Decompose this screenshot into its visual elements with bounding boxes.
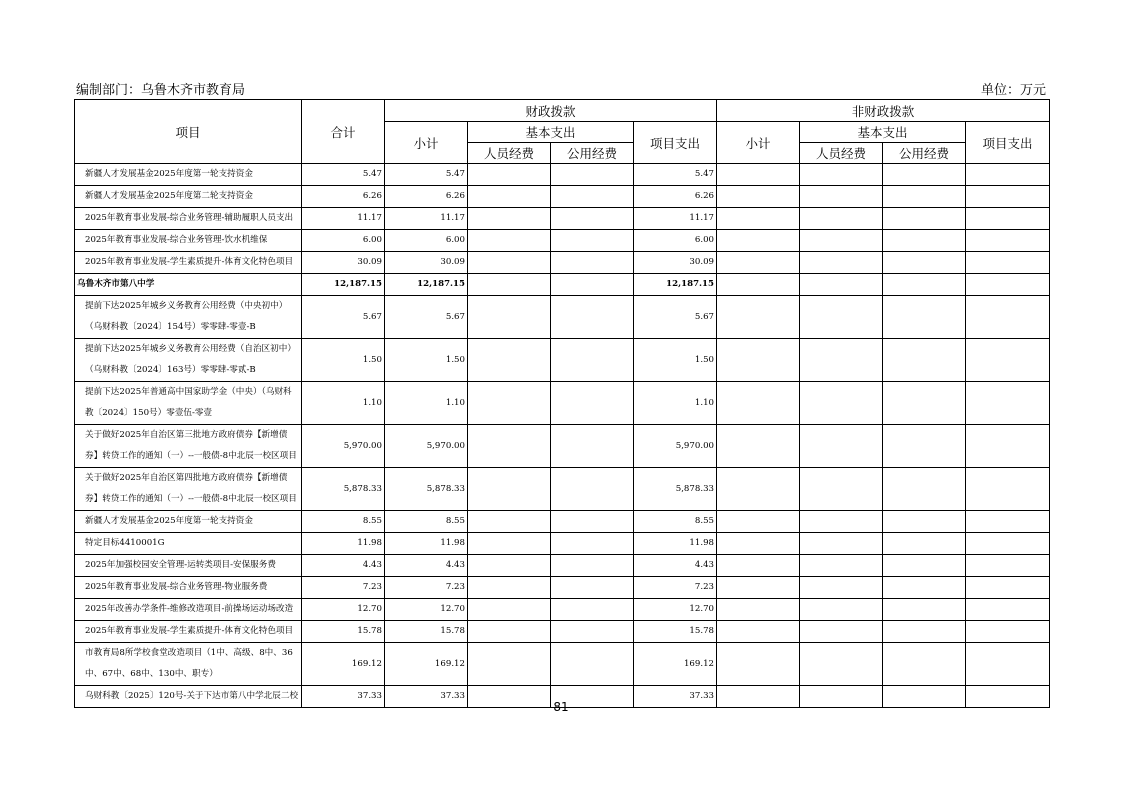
nonfiscal-subtotal-cell: [717, 296, 800, 339]
total-cell: 12,187.15: [302, 274, 385, 296]
nonfiscal-personnel-cell: [800, 230, 883, 252]
project-name-cell: 市教育局8所学校食堂改造项目（1中、高级、8中、36中、67中、68中、130中、职专）: [75, 643, 302, 686]
fiscal-personnel-cell: [468, 208, 551, 230]
header-nonfiscal-public: 公用经费: [883, 143, 966, 164]
header-project: 项目: [75, 100, 302, 164]
nonfiscal-subtotal-cell: [717, 252, 800, 274]
fiscal-public-cell: [551, 186, 634, 208]
fiscal-personnel-cell: [468, 643, 551, 686]
fiscal-public-cell: [551, 468, 634, 511]
header-nonfiscal-personnel: 人员经费: [800, 143, 883, 164]
nonfiscal-project-cell: [966, 339, 1050, 382]
project-name-cell: 2025年教育事业发展-综合业务管理-辅助履职人员支出: [75, 208, 302, 230]
nonfiscal-subtotal-cell: [717, 577, 800, 599]
unit-label: 单位：万元: [980, 83, 1046, 98]
table-row: [75, 555, 1050, 577]
project-name-cell: 乌鲁木齐市第八中学: [75, 274, 302, 296]
nonfiscal-personnel-cell: [800, 577, 883, 599]
fiscal-personnel-cell: [468, 468, 551, 511]
header-fiscal-public: 公用经费: [551, 143, 634, 164]
nonfiscal-public-cell: [883, 382, 966, 425]
fiscal-public-cell: [551, 425, 634, 468]
nonfiscal-personnel-cell: [800, 208, 883, 230]
nonfiscal-project-cell: [966, 274, 1050, 296]
project-name-cell: 2025年加强校园安全管理-运转类项目-安保服务费: [75, 555, 302, 577]
nonfiscal-project-cell: [966, 186, 1050, 208]
nonfiscal-project-cell: [966, 533, 1050, 555]
table-row: [75, 511, 1050, 533]
nonfiscal-project-cell: [966, 425, 1050, 468]
fiscal-project-cell: 11.17: [634, 208, 717, 230]
nonfiscal-project-cell: [966, 208, 1050, 230]
fiscal-public-cell: [551, 252, 634, 274]
nonfiscal-subtotal-cell: [717, 555, 800, 577]
fiscal-personnel-cell: [468, 164, 551, 186]
fiscal-subtotal-cell: 1.10: [385, 382, 468, 425]
fiscal-public-cell: [551, 382, 634, 425]
total-cell: 30.09: [302, 252, 385, 274]
project-name-cell: 提前下达2025年城乡义务教育公用经费（中央初中）（乌财科教〔2024〕154号）零零肆-零壹-B: [75, 296, 302, 339]
fiscal-subtotal-cell: 169.12: [385, 643, 468, 686]
total-cell: 4.43: [302, 555, 385, 577]
fiscal-personnel-cell: [468, 425, 551, 468]
nonfiscal-personnel-cell: [800, 274, 883, 296]
nonfiscal-subtotal-cell: [717, 230, 800, 252]
fiscal-personnel-cell: [468, 621, 551, 643]
nonfiscal-subtotal-cell: [717, 186, 800, 208]
table-row: [75, 208, 1050, 230]
nonfiscal-subtotal-cell: [717, 599, 800, 621]
nonfiscal-public-cell: [883, 230, 966, 252]
fiscal-personnel-cell: [468, 599, 551, 621]
fiscal-subtotal-cell: 12.70: [385, 599, 468, 621]
fiscal-subtotal-cell: 12,187.15: [385, 274, 468, 296]
table-row: [75, 339, 1050, 382]
fiscal-public-cell: [551, 577, 634, 599]
total-cell: 1.10: [302, 382, 385, 425]
table-row: [75, 164, 1050, 186]
nonfiscal-project-cell: [966, 296, 1050, 339]
header-fiscal-personnel: 人员经费: [468, 143, 551, 164]
nonfiscal-subtotal-cell: [717, 208, 800, 230]
fiscal-project-cell: 5.67: [634, 296, 717, 339]
fiscal-public-cell: [551, 296, 634, 339]
nonfiscal-personnel-cell: [800, 252, 883, 274]
nonfiscal-personnel-cell: [800, 621, 883, 643]
fiscal-project-cell: 5,878.33: [634, 468, 717, 511]
fiscal-project-cell: 1.50: [634, 339, 717, 382]
table-row: [75, 425, 1050, 468]
nonfiscal-personnel-cell: [800, 382, 883, 425]
nonfiscal-subtotal-cell: [717, 164, 800, 186]
table-row: [75, 599, 1050, 621]
nonfiscal-project-cell: [966, 230, 1050, 252]
nonfiscal-public-cell: [883, 208, 966, 230]
total-cell: 11.17: [302, 208, 385, 230]
total-cell: 1.50: [302, 339, 385, 382]
fiscal-public-cell: [551, 164, 634, 186]
total-cell: 5,970.00: [302, 425, 385, 468]
budget-table: [74, 99, 1050, 708]
table-row: [75, 643, 1050, 686]
fiscal-public-cell: [551, 208, 634, 230]
nonfiscal-subtotal-cell: [717, 511, 800, 533]
project-name-cell: 2025年改善办学条件-维修改造项目-前操场运动场改造: [75, 599, 302, 621]
table-row: [75, 621, 1050, 643]
nonfiscal-personnel-cell: [800, 186, 883, 208]
nonfiscal-project-cell: [966, 252, 1050, 274]
fiscal-subtotal-cell: 7.23: [385, 577, 468, 599]
nonfiscal-project-cell: [966, 621, 1050, 643]
fiscal-public-cell: [551, 533, 634, 555]
fiscal-subtotal-cell: 5,878.33: [385, 468, 468, 511]
project-name-cell: 提前下达2025年城乡义务教育公用经费（自治区初中）（乌财科教〔2024〕163号）零零肆-零贰-B: [75, 339, 302, 382]
project-name-cell: 2025年教育事业发展-学生素质提升-体育文化特色项目: [75, 252, 302, 274]
table-row: [75, 468, 1050, 511]
table-row: [75, 274, 1050, 296]
nonfiscal-subtotal-cell: [717, 533, 800, 555]
total-cell: 6.26: [302, 186, 385, 208]
total-cell: 5,878.33: [302, 468, 385, 511]
fiscal-personnel-cell: [468, 511, 551, 533]
nonfiscal-public-cell: [883, 555, 966, 577]
fiscal-personnel-cell: [468, 533, 551, 555]
fiscal-subtotal-cell: 1.50: [385, 339, 468, 382]
fiscal-personnel-cell: [468, 274, 551, 296]
nonfiscal-public-cell: [883, 274, 966, 296]
fiscal-project-cell: 15.78: [634, 621, 717, 643]
fiscal-public-cell: [551, 555, 634, 577]
nonfiscal-personnel-cell: [800, 164, 883, 186]
nonfiscal-project-cell: [966, 577, 1050, 599]
table-row: [75, 382, 1050, 425]
project-name-cell: 新疆人才发展基金2025年度第一轮支持资金: [75, 511, 302, 533]
nonfiscal-public-cell: [883, 425, 966, 468]
fiscal-project-cell: 12.70: [634, 599, 717, 621]
fiscal-personnel-cell: [468, 577, 551, 599]
nonfiscal-subtotal-cell: [717, 339, 800, 382]
total-cell: 37.33: [302, 686, 385, 708]
nonfiscal-personnel-cell: [800, 425, 883, 468]
nonfiscal-public-cell: [883, 621, 966, 643]
fiscal-subtotal-cell: 11.98: [385, 533, 468, 555]
total-cell: 6.00: [302, 230, 385, 252]
fiscal-project-cell: 8.55: [634, 511, 717, 533]
fiscal-public-cell: [551, 274, 634, 296]
fiscal-project-cell: 11.98: [634, 533, 717, 555]
fiscal-project-cell: 1.10: [634, 382, 717, 425]
nonfiscal-personnel-cell: [800, 468, 883, 511]
nonfiscal-subtotal-cell: [717, 621, 800, 643]
nonfiscal-personnel-cell: [800, 339, 883, 382]
project-name-cell: 乌财科教〔2025〕120号-关于下达市第八中学北辰二校: [75, 686, 302, 708]
header-fiscal-basic: 基本支出: [468, 122, 634, 143]
fiscal-project-cell: 169.12: [634, 643, 717, 686]
fiscal-project-cell: 7.23: [634, 577, 717, 599]
fiscal-subtotal-cell: 6.00: [385, 230, 468, 252]
nonfiscal-personnel-cell: [800, 555, 883, 577]
fiscal-project-cell: 5,970.00: [634, 425, 717, 468]
total-cell: 7.23: [302, 577, 385, 599]
header-nonfiscal-project: 项目支出: [966, 122, 1050, 164]
nonfiscal-project-cell: [966, 599, 1050, 621]
nonfiscal-project-cell: [966, 511, 1050, 533]
total-cell: 5.67: [302, 296, 385, 339]
header-nonfiscal-basic: 基本支出: [800, 122, 966, 143]
nonfiscal-personnel-cell: [800, 296, 883, 339]
fiscal-project-cell: 37.33: [634, 686, 717, 708]
total-cell: 12.70: [302, 599, 385, 621]
total-cell: 5.47: [302, 164, 385, 186]
nonfiscal-personnel-cell: [800, 643, 883, 686]
project-name-cell: 提前下达2025年普通高中国家助学金（中央）（乌财科教〔2024〕150号）零壹伍-零壹: [75, 382, 302, 425]
nonfiscal-subtotal-cell: [717, 382, 800, 425]
nonfiscal-project-cell: [966, 468, 1050, 511]
fiscal-personnel-cell: [468, 186, 551, 208]
fiscal-subtotal-cell: 8.55: [385, 511, 468, 533]
fiscal-personnel-cell: [468, 252, 551, 274]
nonfiscal-public-cell: [883, 533, 966, 555]
nonfiscal-project-cell: [966, 382, 1050, 425]
nonfiscal-public-cell: [883, 599, 966, 621]
fiscal-personnel-cell: [468, 230, 551, 252]
table-row: [75, 296, 1050, 339]
table-row: [75, 577, 1050, 599]
nonfiscal-public-cell: [883, 577, 966, 599]
fiscal-project-cell: 5.47: [634, 164, 717, 186]
total-cell: 11.98: [302, 533, 385, 555]
nonfiscal-project-cell: [966, 643, 1050, 686]
fiscal-subtotal-cell: 37.33: [385, 686, 468, 708]
table-row: [75, 252, 1050, 274]
nonfiscal-project-cell: [966, 555, 1050, 577]
fiscal-subtotal-cell: 5,970.00: [385, 425, 468, 468]
fiscal-project-cell: 30.09: [634, 252, 717, 274]
nonfiscal-subtotal-cell: [717, 643, 800, 686]
total-cell: 8.55: [302, 511, 385, 533]
fiscal-personnel-cell: [468, 339, 551, 382]
fiscal-public-cell: [551, 339, 634, 382]
fiscal-project-cell: 4.43: [634, 555, 717, 577]
compiling-department: 编制部门：乌鲁木齐市教育局: [76, 83, 246, 98]
fiscal-subtotal-cell: 5.47: [385, 164, 468, 186]
nonfiscal-public-cell: [883, 468, 966, 511]
fiscal-personnel-cell: [468, 296, 551, 339]
fiscal-public-cell: [551, 511, 634, 533]
nonfiscal-subtotal-cell: [717, 468, 800, 511]
fiscal-subtotal-cell: 4.43: [385, 555, 468, 577]
fiscal-subtotal-cell: 15.78: [385, 621, 468, 643]
nonfiscal-public-cell: [883, 643, 966, 686]
header-total: 合计: [302, 100, 385, 164]
header-fiscal-subtotal: 小计: [385, 122, 468, 164]
nonfiscal-public-cell: [883, 296, 966, 339]
nonfiscal-public-cell: [883, 511, 966, 533]
fiscal-project-cell: 12,187.15: [634, 274, 717, 296]
nonfiscal-subtotal-cell: [717, 274, 800, 296]
fiscal-public-cell: [551, 621, 634, 643]
fiscal-subtotal-cell: 30.09: [385, 252, 468, 274]
project-name-cell: 关于做好2025年自治区第三批地方政府债券【新增债券】转贷工作的通知（一）--一般债-8中北辰一校区项目: [75, 425, 302, 468]
table-row: [75, 230, 1050, 252]
nonfiscal-subtotal-cell: [717, 425, 800, 468]
fiscal-public-cell: [551, 599, 634, 621]
nonfiscal-public-cell: [883, 186, 966, 208]
fiscal-subtotal-cell: 11.17: [385, 208, 468, 230]
table-row: [75, 533, 1050, 555]
nonfiscal-personnel-cell: [800, 599, 883, 621]
fiscal-personnel-cell: [468, 382, 551, 425]
nonfiscal-personnel-cell: [800, 511, 883, 533]
fiscal-personnel-cell: [468, 555, 551, 577]
project-name-cell: 2025年教育事业发展-学生素质提升-体育文化特色项目: [75, 621, 302, 643]
nonfiscal-personnel-cell: [800, 533, 883, 555]
fiscal-project-cell: 6.00: [634, 230, 717, 252]
table-row: [75, 186, 1050, 208]
header-non-fiscal: 非财政拨款: [717, 100, 1050, 122]
project-name-cell: 2025年教育事业发展-综合业务管理-饮水机维保: [75, 230, 302, 252]
table-body: [75, 164, 1050, 708]
total-cell: 169.12: [302, 643, 385, 686]
header-nonfiscal-subtotal: 小计: [717, 122, 800, 164]
project-name-cell: 新疆人才发展基金2025年度第一轮支持资金: [75, 164, 302, 186]
project-name-cell: 2025年教育事业发展-综合业务管理-物业服务费: [75, 577, 302, 599]
nonfiscal-public-cell: [883, 339, 966, 382]
project-name-cell: 新疆人才发展基金2025年度第二轮支持资金: [75, 186, 302, 208]
header-fiscal: 财政拨款: [385, 100, 717, 122]
fiscal-public-cell: [551, 230, 634, 252]
project-name-cell: 关于做好2025年自治区第四批地方政府债券【新增债券】转贷工作的通知（一）--一般债-8中北辰一校区项目: [75, 468, 302, 511]
nonfiscal-public-cell: [883, 164, 966, 186]
nonfiscal-public-cell: [883, 252, 966, 274]
nonfiscal-project-cell: [966, 164, 1050, 186]
header-fiscal-project: 项目支出: [634, 122, 717, 164]
fiscal-subtotal-cell: 5.67: [385, 296, 468, 339]
total-cell: 15.78: [302, 621, 385, 643]
fiscal-public-cell: [551, 643, 634, 686]
fiscal-subtotal-cell: 6.26: [385, 186, 468, 208]
fiscal-project-cell: 6.26: [634, 186, 717, 208]
page-number: 81: [553, 700, 569, 714]
project-name-cell: 特定目标4410001G: [75, 533, 302, 555]
